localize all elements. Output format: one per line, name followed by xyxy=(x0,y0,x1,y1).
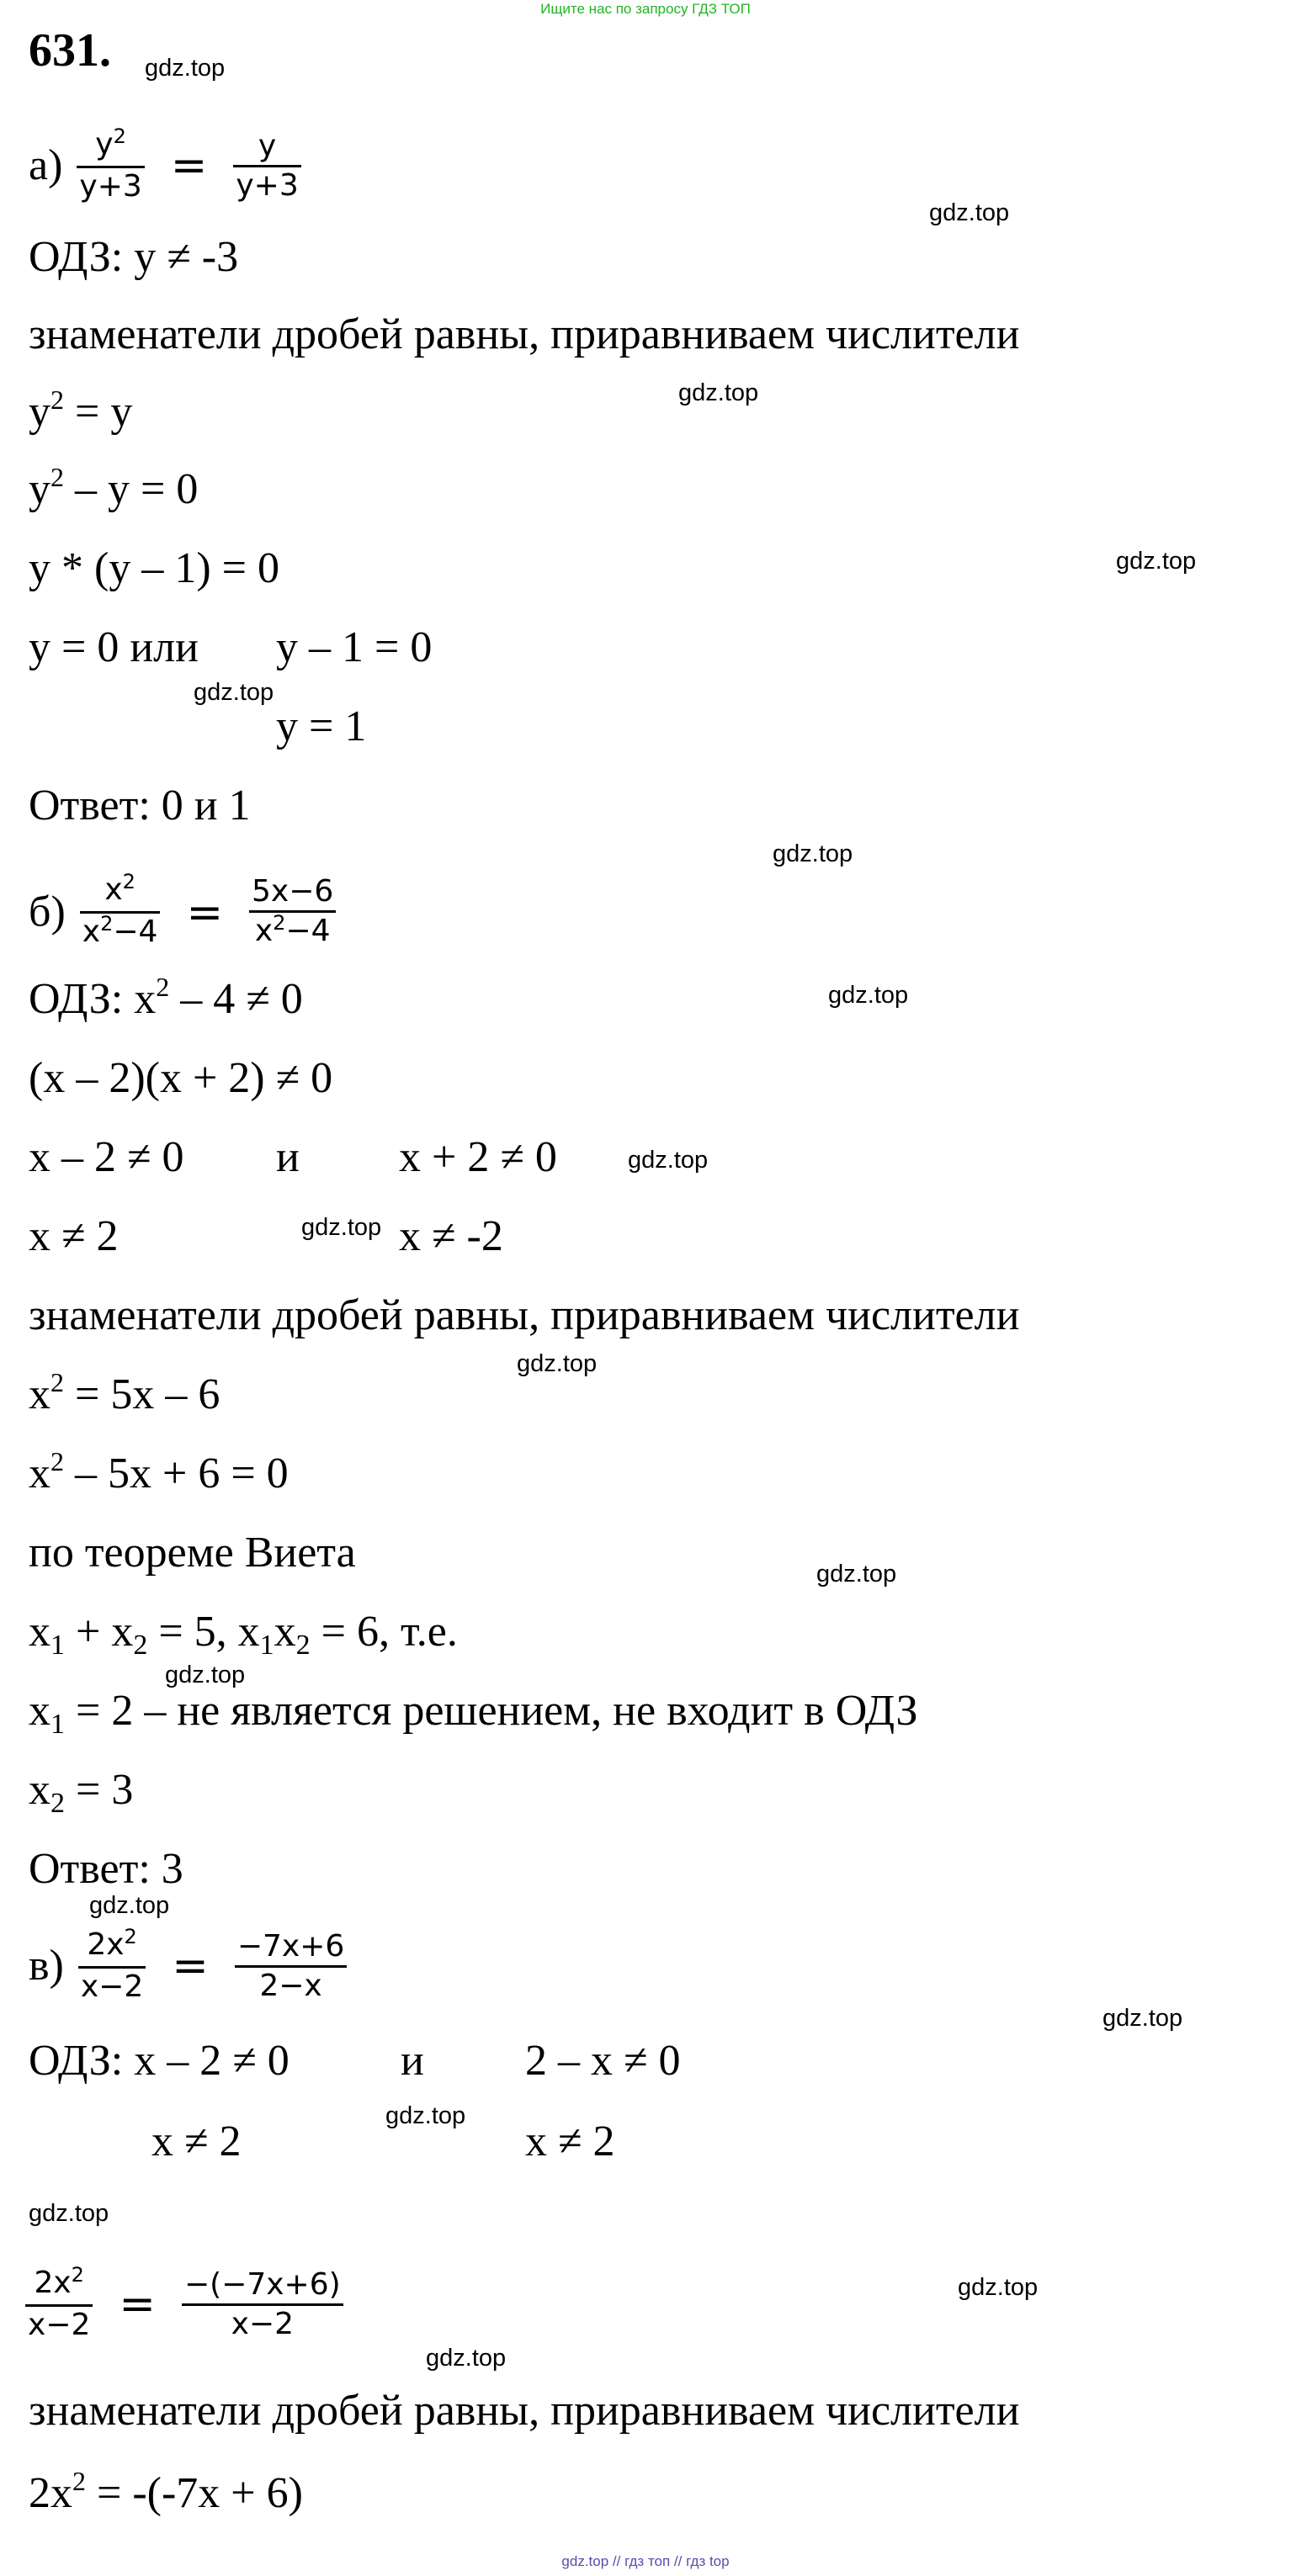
watermark: gdz.top xyxy=(929,199,1010,226)
part-v-equation xyxy=(29,1927,350,2006)
watermark: gdz.top xyxy=(628,1147,709,1174)
part-v-restriction-left: x ≠ 2 xyxy=(151,2118,242,2165)
part-a-equation xyxy=(29,126,305,205)
watermark: gdz.top xyxy=(385,2102,466,2129)
part-a-answer: Ответ: 0 и 1 xyxy=(29,782,251,830)
part-b-line-3-left: x ≠ 2 xyxy=(29,1212,119,1260)
watermark: gdz.top xyxy=(89,1892,170,1919)
part-b-line-3-right: x ≠ -2 xyxy=(399,1212,503,1260)
part-v-eq2-rhs-fraction: $\frac{-(-7x+6)}{x-2}$ xyxy=(182,2266,343,2343)
part-v-eq2-equals: = xyxy=(119,2279,156,2330)
part-v-odz-left: ОДЗ: x – 2 ≠ 0 xyxy=(29,2037,290,2085)
part-a-odz: ОДЗ: y ≠ -3 xyxy=(29,233,239,281)
part-b-answer: Ответ: 3 xyxy=(29,1845,183,1893)
part-b-line-4: $x^2 = 5x - 6$ xyxy=(29,1367,220,1418)
watermark: gdz.top xyxy=(1116,548,1197,575)
watermark: gdz.top xyxy=(517,1350,598,1377)
part-b-lhs-fraction: $\frac{x^2}{x^2-4}$ xyxy=(80,872,161,953)
part-v-equation-2 xyxy=(25,2265,347,2344)
part-a-line-4-left: y = 0 или xyxy=(29,623,199,671)
part-b-equals: = xyxy=(186,887,224,938)
part-b-line-2-left: x – 2 ≠ 0 xyxy=(29,1133,184,1181)
part-b-line-2-and: и xyxy=(276,1133,300,1181)
part-b-vieta-line-1: x1 + x2 = 5, x1x2 = 6, т.е. xyxy=(29,1608,458,1661)
problem-number: 631. xyxy=(29,24,111,77)
part-a-label: а) xyxy=(29,141,63,189)
part-b-vieta-line-2: x1 = 2 – не является решением, не входит в ОДЗ xyxy=(29,1687,918,1740)
part-b-line-1: (x – 2)(x + 2) ≠ 0 xyxy=(29,1054,333,1102)
watermark: gdz.top xyxy=(165,1662,246,1688)
part-b-vieta-line-3: x2 = 3 xyxy=(29,1766,134,1819)
part-a-line-5: y = 1 xyxy=(276,702,367,750)
part-b-odz: ОДЗ: $x^2 - 4 \ne 0$ xyxy=(29,972,303,1023)
watermark: gdz.top xyxy=(29,2200,109,2227)
part-b-equation xyxy=(29,872,339,953)
part-b-note: знаменатели дробей равны, приравниваем числители xyxy=(29,1291,1020,1339)
part-v-label: в) xyxy=(29,1942,64,1990)
footer-banner: gdz.top // гдз топ // гдз top xyxy=(561,2553,730,2569)
watermark: gdz.top xyxy=(828,982,909,1009)
part-v-odz-right: 2 – x ≠ 0 xyxy=(525,2037,681,2085)
part-v-lhs-fraction: $\frac{2x^2}{x-2}$ xyxy=(78,1927,146,2006)
part-a-line-1: $y^2 = y$ xyxy=(29,384,133,436)
watermark: gdz.top xyxy=(301,1214,382,1241)
part-b-vieta: по теореме Виета xyxy=(29,1529,356,1577)
part-v-odz-and: и xyxy=(401,2037,424,2085)
watermark: gdz.top xyxy=(773,840,853,867)
header-banner: Ищите нас по запросу ГДЗ ТОП xyxy=(540,1,751,17)
watermark: gdz.top xyxy=(426,2345,507,2372)
part-a-rhs-fraction: $\frac{y}{y+3}$ xyxy=(233,128,300,204)
part-b-label: б) xyxy=(29,888,66,936)
watermark: gdz.top xyxy=(194,679,274,706)
watermark: gdz.top xyxy=(678,379,759,406)
part-v-eq2-lhs-fraction: $\frac{2x^2}{x-2}$ xyxy=(25,2265,93,2344)
part-v-last-line: $2x^2 = -(-7x + 6)$ xyxy=(29,2466,303,2517)
part-a-lhs-fraction: $\frac{y^2}{y+3}$ xyxy=(77,126,144,205)
part-a-note: знаменатели дробей равны, приравниваем числители xyxy=(29,310,1020,358)
part-b-rhs-fraction: $\frac{5x-6}{x^2-4}$ xyxy=(249,873,336,952)
part-a-line-4-right: y – 1 = 0 xyxy=(276,623,433,671)
part-a-line-2: $y^2 - y = 0$ xyxy=(29,462,199,513)
watermark: gdz.top xyxy=(145,55,226,82)
part-b-line-2-right: x + 2 ≠ 0 xyxy=(399,1133,557,1181)
part-v-equals: = xyxy=(172,1941,209,1991)
part-b-line-5: $x^2 - 5x + 6 = 0$ xyxy=(29,1446,289,1497)
watermark: gdz.top xyxy=(958,2274,1039,2301)
part-v-rhs-fraction: $\frac{-7x+6}{2-x}$ xyxy=(235,1928,347,2005)
watermark: gdz.top xyxy=(816,1561,897,1587)
part-a-equals: = xyxy=(170,140,208,191)
part-v-note: знаменатели дробей равны, приравниваем числители xyxy=(29,2387,1020,2435)
part-v-restriction-right: x ≠ 2 xyxy=(525,2118,615,2165)
watermark: gdz.top xyxy=(1102,2005,1183,2032)
part-a-line-3: y * (y – 1) = 0 xyxy=(29,544,279,592)
